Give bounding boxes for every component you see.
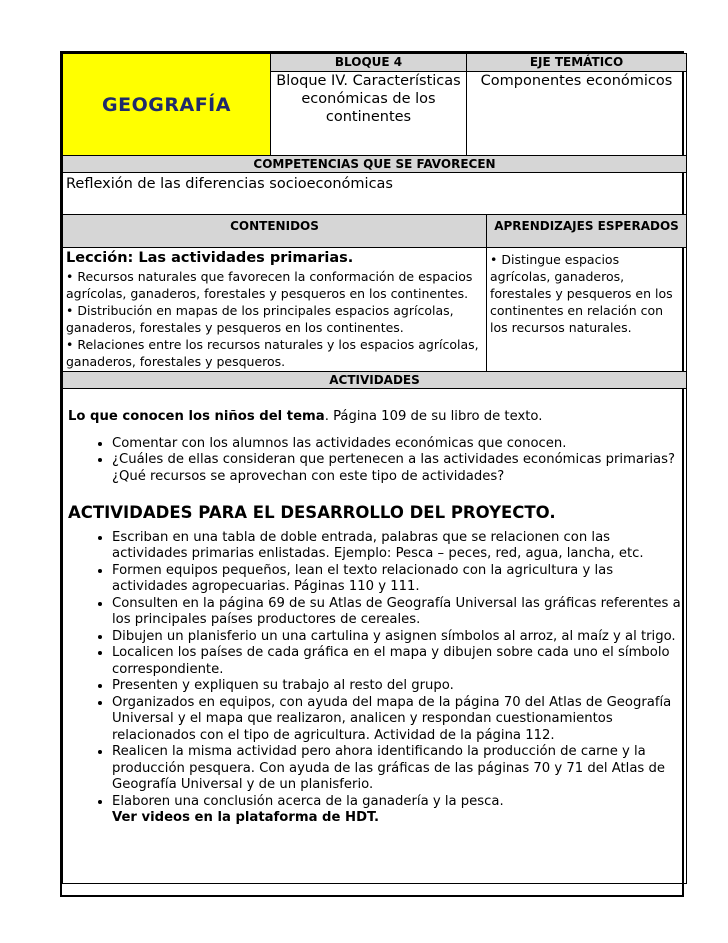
actividades-cell (63, 389, 687, 884)
bloque-label: BLOQUE 4 (271, 54, 467, 72)
project-title: ACTIVIDADES PARA EL DESARROLLO DEL PROYECTO. (68, 503, 556, 522)
list-item: • Realicen la misma actividad pero ahora identificando la producción de carne y la producción pesquera. Con ayuda de las gráficas de las páginas 70 y 71 del Atlas de Geografía Universal y de un planisferio. (112, 744, 682, 794)
project-list (68, 530, 682, 827)
contenido-item: • Relaciones entre los recursos naturales y los espacios agrícolas, ganaderos, forestales y pesqueros. (66, 337, 479, 369)
list-item: • Presenten y expliquen su trabajo al resto del grupo. (112, 678, 682, 695)
lesson-title: Lección: Las actividades primarias. (66, 250, 354, 266)
list-item: • Dibujen un planisferio un una cartulina y asignen símbolos al arroz, al maíz y al trigo. (112, 629, 682, 646)
intro-bold: Lo que conocen los niños del tema (68, 409, 325, 424)
list-item-last (112, 794, 682, 827)
contenidos-label: CONTENIDOS (63, 215, 487, 248)
competencias-text: Reflexión de las diferencias socioeconómicas (63, 173, 687, 215)
contenido-item: • Distribución en mapas de los principales espacios agrícolas, ganaderos, forestales y pesqueros en los continentes. (66, 303, 454, 335)
aprendizaje-text: • Distingue espacios agrícolas, ganaderos, forestales y pesqueros en los continentes en relación con los recursos naturales. (487, 248, 687, 372)
aprendizajes-label: APRENDIZAJES ESPERADOS (487, 215, 687, 248)
list-item: • Localicen los países de cada gráfica en el mapa y dibujen sobre cada uno el símbolo correspondiente. (112, 645, 682, 678)
intro-line (68, 409, 682, 426)
list-item-text: Elaboren una conclusión acerca de la ganadería y la pesca. (112, 793, 504, 809)
list-item: • Consulten en la página 69 de su Atlas de Geografía Universal las gráficas referentes a los principales países productores de cereales. (112, 596, 682, 629)
bloque-value: Bloque IV. Características económicas de los continentes (271, 72, 467, 156)
list-item: • Comentar con los alumnos las actividades económicas que conocen. (112, 436, 682, 453)
intro-rest: . Página 109 de su libro de texto. (324, 409, 543, 424)
video-note: Ver videos en la plataforma de HDT. (112, 810, 380, 825)
contenidos-cell (63, 248, 487, 372)
eje-label: EJE TEMÁTICO (467, 54, 687, 72)
lesson-plan-table (62, 53, 687, 884)
contenido-item: • Recursos naturales que favorecen la conformación de espacios agrícolas, ganaderos, forestales y pesqueros en los continentes. (66, 269, 473, 301)
list-item: • ¿Cuáles de ellas consideran que pertenecen a las actividades económicas primarias? ¿Qué recursos se aprovechan con este tipo de actividades? (112, 452, 682, 485)
list-item: • Escriban en una tabla de doble entrada, palabras que se relacionen con las actividades primarias enlistadas. Ejemplo: Pesca – peces, red, agua, lancha, etc. (112, 530, 682, 563)
list-item: • Formen equipos pequeños, lean el texto relacionado con la agricultura y las actividades agropecuarias. Páginas 110 y 111. (112, 563, 682, 596)
subject-title: GEOGRAFÍA (63, 54, 271, 156)
lesson-plan-sheet (60, 51, 684, 897)
eje-value: Componentes económicos (467, 72, 687, 156)
actividades-label: ACTIVIDADES (63, 372, 687, 389)
list-item: • Organizados en equipos, con ayuda del mapa de la página 70 del Atlas de Geografía Universal y el mapa que realizaron, analicen y respondan cuestionamientos relacionados con el tipo de agricultura. Actividad de la página 112. (112, 695, 682, 745)
intro-list (68, 436, 682, 486)
competencias-label: COMPETENCIAS QUE SE FAVORECEN (63, 156, 687, 173)
